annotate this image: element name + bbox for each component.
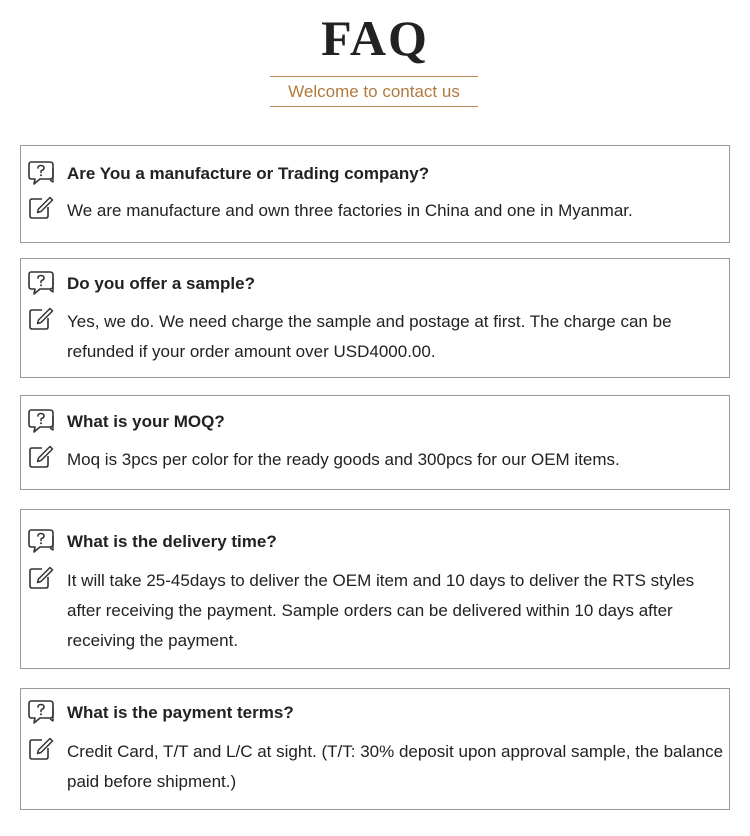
edit-check-icon xyxy=(28,566,56,592)
faq-question: What is the payment terms? xyxy=(67,703,294,722)
faq-question-row xyxy=(21,699,729,725)
faq-answer: It will take 25-45days to deliver the OEM item and 10 days to deliver the RTS styles after receiving the payment. Sample orders can be delivered within 10 days after receiving the payment. xyxy=(67,571,695,650)
question-chat-bubble-icon xyxy=(28,160,56,186)
faq-item xyxy=(20,688,730,810)
faq-question: What is the delivery time? xyxy=(67,532,277,551)
faq-question: Do you offer a sample? xyxy=(67,274,255,293)
faq-item xyxy=(20,145,730,243)
faq-question-row xyxy=(21,408,729,434)
edit-check-icon xyxy=(28,737,56,763)
edit-check-icon xyxy=(28,196,56,222)
question-chat-bubble-icon xyxy=(28,270,56,296)
faq-question: Are You a manufacture or Trading company? xyxy=(67,164,430,183)
faq-question: What is your MOQ? xyxy=(67,412,225,431)
question-chat-bubble-icon xyxy=(28,699,56,725)
edit-check-icon xyxy=(28,445,56,471)
page-title: FAQ xyxy=(321,10,429,66)
faq-item xyxy=(20,395,730,490)
faq-question-row xyxy=(21,270,729,296)
question-chat-bubble-icon xyxy=(28,408,56,434)
faq-answer: Moq is 3pcs per color for the ready goods and 300pcs for our OEM items. xyxy=(67,450,620,469)
page-subtitle: Welcome to contact us xyxy=(270,76,478,107)
faq-item xyxy=(20,509,730,669)
question-chat-bubble-icon xyxy=(28,528,56,554)
faq-item xyxy=(20,258,730,378)
faq-answer: Yes, we do. We need charge the sample and postage at first. The charge can be refunded if your order amount over USD4000.00. xyxy=(67,312,672,361)
faq-question-row xyxy=(21,528,729,554)
faq-question-row xyxy=(21,160,729,186)
edit-check-icon xyxy=(28,307,56,333)
faq-answer: We are manufacture and own three factories in China and one in Myanmar. xyxy=(67,201,633,220)
faq-answer: Credit Card, T/T and L/C at sight. (T/T: 30% deposit upon approval sample, the balance paid before shipment.) xyxy=(67,742,724,791)
